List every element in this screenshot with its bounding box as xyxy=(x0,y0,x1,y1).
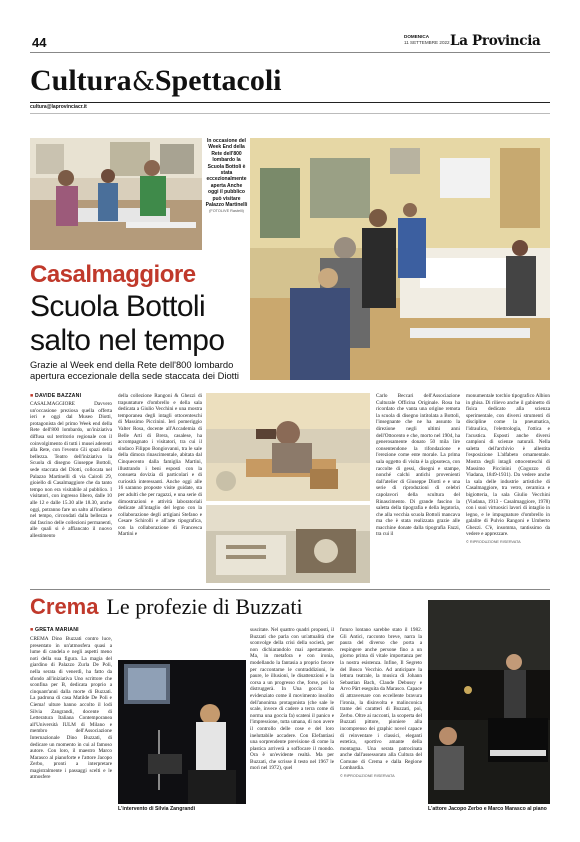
page-number: 44 xyxy=(32,35,47,50)
article1-deck-1: Grazie al Week end della Rete dell'800 lombardo xyxy=(30,359,234,370)
article2-copyright: © RIPRODUZIONE RISERVATA xyxy=(340,774,395,779)
section-title xyxy=(30,64,282,99)
photo-typography-machine xyxy=(206,505,370,583)
section-email[interactable]: cultura@laprovinciacr.it xyxy=(30,104,87,110)
section-rule-1 xyxy=(30,102,550,103)
article1-col3-text: Carlo Beccari dell'Associazione Culturale Officina Originale. Rosa ha ricordato che vanta una origine remota la scuola di disegno intitolata a Bottoli, l'insegnante che ne ha assunto la direzione negli ultimi anni dell'Ottocento e che, morto nel 1904, ha generosamente donato 50 mila lire consentendone la rifondazione e l'erezione come ente morale. La prima sala oggetto di visita è la gipsoteca, con raccolte di gessi, disegni e stampe, nonché calchi antichi provenienti dall'atelier di Giuseppe Diotti e e una serie di riproduzioni di celebri capolavori della scultura del Rinascimento. Di grande fascino la saletta della tipografia e della legatoria, che alla vecchia scuola Bottoli mancava ma che è stata realizzata grazie alle macchine donate dalla tipografia Fazzi, tra cui il xyxy=(376,393,460,538)
header-day: DOMENICA xyxy=(404,34,430,39)
article1-deck-2: apertura eccezionale della sede staccata dei Diotti xyxy=(30,370,239,381)
photo-visitors-workshop xyxy=(30,138,202,250)
article2-col1-text: CREMA Dino Buzzati contro luce, presentato in un'atmosfera quasi a lume di candela e negli aspetti meno noti della sua figura. La magia del giardino di Palazzo Zurla De Poli, nella serata di venerdì, ha fatto da sfondo all'iniziativa Uno scrittore che sconfina per B, dedicata proprio a cinquant'anni dalla morte di Buzzati. La padrona di casa Matilde De Poli e Ciema! ulture hanno accolto il lodi Silvia Zangrandi, docente di Letteratura Italiana Contemporanea all'Università IULM di Milano e membro dell'Associazione Internazionale Dino Buzzati, di dedicare un momento in cui al famoso autore. Con loro, il maestro Marco Marasco al pianoforte e l'attore Jacopo Zerbo, pronti a interpretare magistralmente i passaggi scelti e le atmosfere xyxy=(30,636,112,781)
article1-headline-2: salto nel tempo xyxy=(30,324,225,357)
section-title-left: Cultura xyxy=(30,64,132,97)
article-separator xyxy=(30,589,550,590)
caption-actor-pianist: L'attore Jacopo Zerbo e Marco Marasco al piano xyxy=(428,806,547,812)
photo-caption-block xyxy=(205,138,248,250)
article2-column-2 xyxy=(250,627,334,817)
article1-col2-text: della collezione Rangoni & Ghezzi di trapuntature d'ombrello e della sala dedicata a Giulio Vecchini e una mostra temporanea degli intagli ottocenteschi di Massimo Piccinini. Ieri pomeriggio Valter Rosa, docente all'Accademia di Belle Arti di Brera, casalese, ha accompagnato i visitatori, tra cui il sindaco Filippo Bongiovanni, tra le sale della dimora rinascimentale, abitata dal Cinquecento dalla famiglia Martini, illustrando i beni esposti con la consueta dovizia di particolari e di curiosità interessanti. Anche oggi alle 16 saranno proposte visite guidate, sta per adulti che per ragazzi, e una serie di dimostrazioni e attività laboratoriali dedicate all'intaglio del legno con la collaborazione degli artigiani Stefano e Cesare Schirolli e all'arte tipografica, con la collaborazione di Francesca Martini e xyxy=(118,393,202,538)
article2-kicker: Crema xyxy=(30,594,99,619)
article2-column-1 xyxy=(30,636,112,812)
article1-col4-text: monumentale torchio tipografico Albion in ghisa. Di rilievo anche il gabinetto di fisica dedicato alla scienza sperimentale, con diversi strumenti di discipline come la pneumatica, l'idraulica, l'elettrologia, l'ottica e l'acustica. Esposti anche diversi campioni di scienze naturali. Nella saletta dell'archivio è allestita l'esposizione L'alfabeto ornamentale. Mostra degli intagli ottocenteschi di Massimo Piccinini (Cogozzo di Viadana, 1849-1931). Da vedere anche la sala delle industrie artistiche di Casalmaggiore, tra vetro, ceramica e bigiotteria, la sala Giulio Vecchini (Viadana, 1913 - Casalmaggiore, 1978) con i suoi virtuosici lavori di intaglio in legno, e le impugnature d'ombrello in galalite di Pulvio Rangoni e Umberto Ghezzi. C'è, insomma, tantissimo da vedere e apprezzare. xyxy=(466,393,550,538)
article2-headline-row xyxy=(30,593,303,621)
article1-byline-name: DAVIDE BAZZANI xyxy=(35,393,82,399)
photo-caption: In occasione del Week End della Rete dell'800 lombardo la Scuola Bottoli è stata eccezionalmente aperta Anche oggi il pubblico può visitare Palazzo Martinelli xyxy=(205,138,248,209)
article1-kicker: Casalmaggiore xyxy=(30,261,196,288)
article2-col3-text: futuro lontano sarebbe stato il 1982. Gli Antici, racconto breve, narra la paura del diverso che porta a respingere anche persone fino a un giorno prima di vitale importanza per la nostra esistenza. Infine, Il Segreto del Bosco Vecchio. Ad anticipare la lettura teatrale, la musica di Johann Sebastian Bach, Claude Debussy e Arvo Pärt eseguita da Marasco. Capace di attraversare con eccellente bravura l'ironia, la disinvolta e malinconica trame dei caratteri di Buzzati, poi, Zerbo. Oltre ai racconti, la scoperta del Buzzati pittore, pioniere alla incomprenso dei graphic novel capace di reinventare i classici, eleganti estetica, sportivo amante della montagna. Una serata patrocinata anche dall'assessorato alla Cultura del Comune di Crema e dalla Regione Lombardia. xyxy=(340,627,422,772)
header-rule xyxy=(30,52,550,53)
caption-speaker: L'intervento di Silvia Zangrandi xyxy=(118,806,196,812)
article1-column-4 xyxy=(466,393,550,583)
article2-byline-name: GRETA MARIANI xyxy=(35,627,79,633)
header-date: 11 SETTEMBRE 2022 xyxy=(404,40,450,45)
masthead: La Provincia xyxy=(450,33,541,49)
section-title-right: Spettacoli xyxy=(154,64,282,97)
section-title-amp: & xyxy=(131,67,155,97)
photo-woodcarving-demo xyxy=(206,393,370,501)
photo-actor-pianist xyxy=(428,600,550,804)
article1-headline-1: Scuola Bottoli xyxy=(30,290,206,323)
article2-byline xyxy=(30,627,79,633)
article1-column-3 xyxy=(376,393,460,583)
article1-byline xyxy=(30,393,81,399)
article1-column-2 xyxy=(118,393,202,583)
article1-copyright: © RIPRODUZIONE RISERVATA xyxy=(466,540,521,545)
byline-icon-2: ■ xyxy=(30,627,34,633)
article2-column-3 xyxy=(340,627,422,817)
section-rule-2 xyxy=(30,113,550,114)
article1-column-1 xyxy=(30,401,112,581)
page-header xyxy=(30,30,550,50)
photo-credit: (FOTOLIVE Rastelli) xyxy=(209,209,244,214)
article2-headline: Le profezie di Buzzati xyxy=(106,594,303,619)
photo-speaker xyxy=(118,660,246,804)
photo-exhibition-room xyxy=(250,138,550,380)
byline-icon: ■ xyxy=(30,393,34,399)
article2-col2-text: suscitate. Nel quattro quadri proposti, il Buzzati che parla con un'attualità che sconvolge della crisi della società, per non dichiarandolo mai apertamente. Ma, in metafora e con ironia, modellando la fantasia a proprio favore per raccontarne le contraddizioni, le paure, le illusioni, le disattenzioni e la corsa a un progresso che, forse, poi lo distruggerà. In Una goccia ha evidenziato come il movimento insolito dell'anonima protagonista (che sale le scale, invece di cadere a terra come di norma una goccia fa) scateni il panico e l'impressione, tutta umana, di non avere il controllo delle cose e del loro ineluttabile accadere. Con Elefantiasi una sorprendente previsione di come la plastica arriverà a soffocare il mondo. Ora è un'evidente realtà. Ma per Buzzati, che scrisse il testo nel 1967 le morì nel 1972), quel xyxy=(250,627,334,772)
article1-col1-text: CASALMAGGIORE Davvero un'occasione preziosa quella offerta ieri e oggi dal Museo Diotti, protagonista del primo Week end della Rete dell'800 lombardo, un'iniziativa diffusa sul territorio regionale con il coinvolgimento di tutti i musei aderenti alla Rete, con l'evento Gli spazi della bellezza. Teatro dell'iniziativa la Scuola di disegno Giuseppe Bottoli, sede staccata del Diotti, collocata nel Palazzo Martinelli di via Cairoli 29, gioiello di Casalmaggiore che da tanto tempo non era visitabile al pubblico. I visitatori, con ingresso libero, dalle 10 alle 12 e dalle 15.30 alle 18.30, anche oggi, potranno fare un salto all'indietro nel tempo, circondati dalla bellezza e dal fascino delle collezioni permanenti, alle quali si è affiancato il nuovo allestimento xyxy=(30,401,112,539)
